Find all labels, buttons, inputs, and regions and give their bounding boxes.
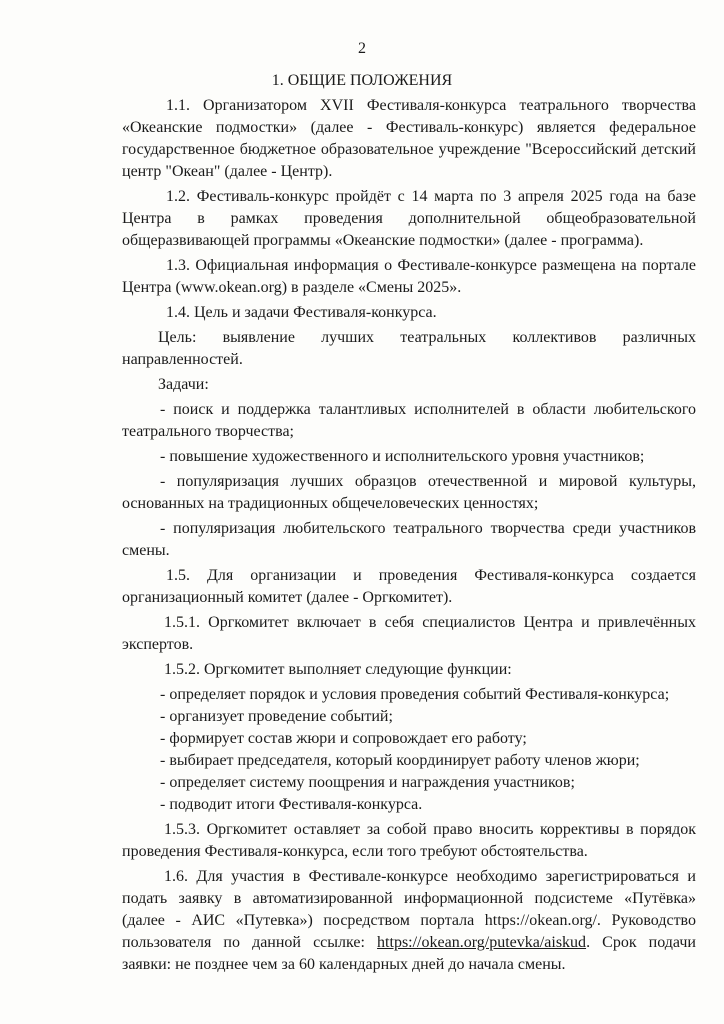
- paragraph-1-6: [122, 866, 696, 976]
- paragraph-1-6-text: 1.6. Для участия в Фестивале-конкурсе необходимо зарегистрироваться и подать заявку в автоматизированной информационной подсистеме «Путёвка» (далее - АИС «Путевка») посредством портала https://okean.org/. Руководство пользователя по данной ссылке:: [122, 868, 696, 951]
- paragraph-1-4: 1.4. Цель и задачи Фестиваля-конкурса.: [166, 304, 437, 321]
- paragraph-1-5-1: 1.5.1. Оргкомитет включает в себя специалистов Центра и привлечённых экспертов.: [122, 614, 696, 653]
- paragraph-1-5-3: 1.5.3. Оргкомитет оставляет за собой право вносить коррективы в порядок проведения Фестиваля-конкурса, если того требуют обстоятельства.: [122, 821, 696, 860]
- function-item: - выбирает председателя, который координирует работу членов жюри;: [160, 752, 640, 769]
- user-guide-link[interactable]: https://okean.org/putevka/aiskud: [377, 934, 587, 951]
- function-item: - определяет порядок и условия проведения событий Фестиваля-конкурса;: [160, 686, 670, 703]
- document-body: [122, 95, 696, 976]
- task-item: - популяризация любительского театрального творчества среди участников смены.: [122, 520, 696, 559]
- tasks-label: Задачи:: [158, 376, 209, 393]
- paragraph-1-3: 1.3. Официальная информация о Фестивале-конкурсе размещена на портале Центра (www.okean.org) в разделе «Смены 2025».: [122, 257, 696, 296]
- goal-paragraph: Цель: выявление лучших театральных коллективов различных направленностей.: [122, 329, 696, 368]
- task-item: - поиск и поддержка талантливых исполнителей в области любительского театрального творчества;: [122, 401, 696, 440]
- function-item: - организует проведение событий;: [160, 708, 393, 725]
- task-item: - популяризация лучших образцов отечественной и мировой культуры, основанных на традиционных общечеловеческих ценностях;: [122, 473, 696, 512]
- paragraph-1-5-2: 1.5.2. Оргкомитет выполняет следующие функции:: [164, 661, 512, 678]
- function-item: - определяет систему поощрения и награждения участников;: [160, 774, 575, 791]
- function-item: - подводит итоги Фестиваля-конкурса.: [160, 796, 423, 813]
- task-item: - повышение художественного и исполнительского уровня участников;: [160, 448, 645, 465]
- section-heading: 1. ОБЩИЕ ПОЛОЖЕНИЯ: [271, 72, 453, 89]
- page-number: 2: [358, 40, 366, 57]
- paragraph-1-5: 1.5. Для организации и проведения Фестиваля-конкурса создается организационный комитет (далее - Оргкомитет).: [122, 567, 696, 606]
- function-item: - формирует состав жюри и сопровождает его работу;: [160, 730, 527, 747]
- paragraph-1-6-tail: . Срок подачи заявки: не позднее чем за 60 календарных дней до начала смены.: [122, 934, 696, 973]
- paragraph-1-2: 1.2. Фестиваль-конкурс пройдёт с 14 марта по 3 апреля 2025 года на базе Центра в рамках проведения дополнительной общеобразовательной общеразвивающей программы «Океанские подмостки» (далее - программа).: [122, 188, 696, 249]
- paragraph-1-1: 1.1. Организатором XVII Фестиваля-конкурса театрального творчества «Океанские подмостки» (далее - Фестиваль-конкурс) является федеральное государственное бюджетное образовательное учреждение "Всероссийский детский центр "Океан" (далее - Центр).: [122, 97, 696, 180]
